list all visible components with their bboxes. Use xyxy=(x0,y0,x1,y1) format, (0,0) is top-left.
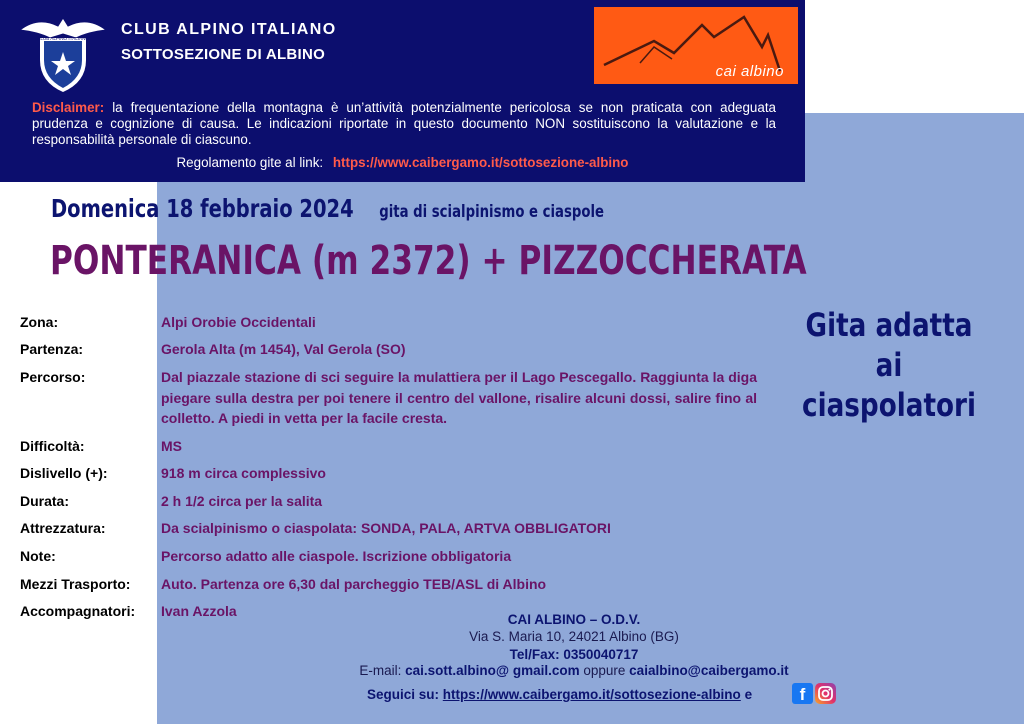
note-value: Percorso adatto alle ciaspole. Iscrizione obbligatoria xyxy=(161,548,512,564)
email-primary[interactable]: cai.sott.albino@ gmail.com xyxy=(405,663,580,678)
email-label: E-mail: xyxy=(359,663,402,678)
durata-value: 2 h 1/2 circa per la salita xyxy=(161,493,323,509)
percorso-value: Dal piazzale stazione di sci seguire la mulattiera per il Lago Pescegallo. Raggiunta la diga piegare sulla destra per poi tenere il centro del vallone, risalire alcuni dossi, salire fino al colletto. A piedi in vetta per la facile cresta. xyxy=(161,369,757,426)
difficolta-value: MS xyxy=(161,438,182,454)
disclaimer-label: Disclaimer: xyxy=(32,100,105,115)
accompagnatori-value: Ivan Azzola xyxy=(161,603,237,619)
facebook-icon[interactable]: f xyxy=(792,683,813,704)
attrezzatura-value: Da scialpinismo o ciaspolata: SONDA, PALA, ARTVA OBBLIGATORI xyxy=(161,520,611,536)
trasporto-value: Auto. Partenza ore 6,30 dal parcheggio TEB/ASL di Albino xyxy=(161,576,547,592)
durata-label: Durata: xyxy=(20,493,70,509)
email-secondary[interactable]: caialbino@caibergamo.it xyxy=(629,663,789,678)
logo-text: cai albino xyxy=(715,63,784,80)
cai-albino-logo xyxy=(594,7,798,84)
instagram-glyph-icon xyxy=(815,683,836,704)
regulation-link[interactable]: https://www.caibergamo.it/sottosezione-albino xyxy=(332,155,629,170)
follow-link[interactable]: https://www.caibergamo.it/sottosezione-albino xyxy=(442,687,741,702)
cai-emblem-icon xyxy=(18,8,108,94)
suited-note: Gita adatta ai ciaspolatori xyxy=(802,306,976,424)
club-subsection: SOTTOSEZIONE DI ALBINO xyxy=(121,46,326,63)
footer-address: Via S. Maria 10, 24021 Albino (BG) xyxy=(469,629,679,644)
event-subtitle: gita di scialpinismo e ciaspole xyxy=(379,202,605,222)
footer-email-line xyxy=(330,663,818,678)
footer-org: CAI ALBINO – O.D.V. xyxy=(507,612,641,627)
instagram-icon[interactable] xyxy=(815,683,836,704)
email-or: oppure xyxy=(583,663,626,678)
difficolta-label: Difficoltà: xyxy=(20,438,85,454)
header-banner xyxy=(0,0,805,182)
partenza-label: Partenza: xyxy=(20,341,84,357)
club-name: CLUB ALPINO ITALIANO xyxy=(121,21,337,38)
regulation-line xyxy=(0,155,805,170)
follow-label: Seguici su: xyxy=(367,687,440,702)
emblem-text: CLUB ALPINO ITALIANO xyxy=(37,36,89,41)
partenza-value: Gerola Alta (m 1454), Val Gerola (SO) xyxy=(161,341,406,357)
percorso-label: Percorso: xyxy=(20,369,86,385)
zona-value: Alpi Orobie Occidentali xyxy=(161,314,316,330)
event-title: PONTERANICA (m 2372) + PIZZOCCHERATA xyxy=(50,238,807,284)
follow-line xyxy=(367,687,752,702)
dislivello-label: Dislivello (+): xyxy=(20,465,108,481)
follow-and: e xyxy=(744,687,753,702)
attrezzatura-label: Attrezzatura: xyxy=(20,520,106,536)
note-label: Note: xyxy=(20,548,56,564)
trasporto-label: Mezzi Trasporto: xyxy=(20,576,131,592)
regulation-text: Regolamento gite al link: xyxy=(176,155,324,170)
event-date: Domenica 18 febbraio 2024 xyxy=(51,194,354,223)
footer-tel: Tel/Fax: 0350040717 xyxy=(509,647,639,662)
dislivello-value: 918 m circa complessivo xyxy=(161,465,326,481)
zona-label: Zona: xyxy=(20,314,59,330)
event-date-line xyxy=(51,194,604,223)
disclaimer-text: la frequentazione della montagna è un’attività potenzialmente pericolosa se non praticata con adeguata prudenza e cognizione di causa. Le indicazioni riportate in questo documento NON sostituiscono la valutazione e la responsabilità personale di ciascuno. xyxy=(32,100,776,148)
accompagnatori-label: Accompagnatori: xyxy=(20,603,136,619)
disclaimer xyxy=(32,100,776,149)
